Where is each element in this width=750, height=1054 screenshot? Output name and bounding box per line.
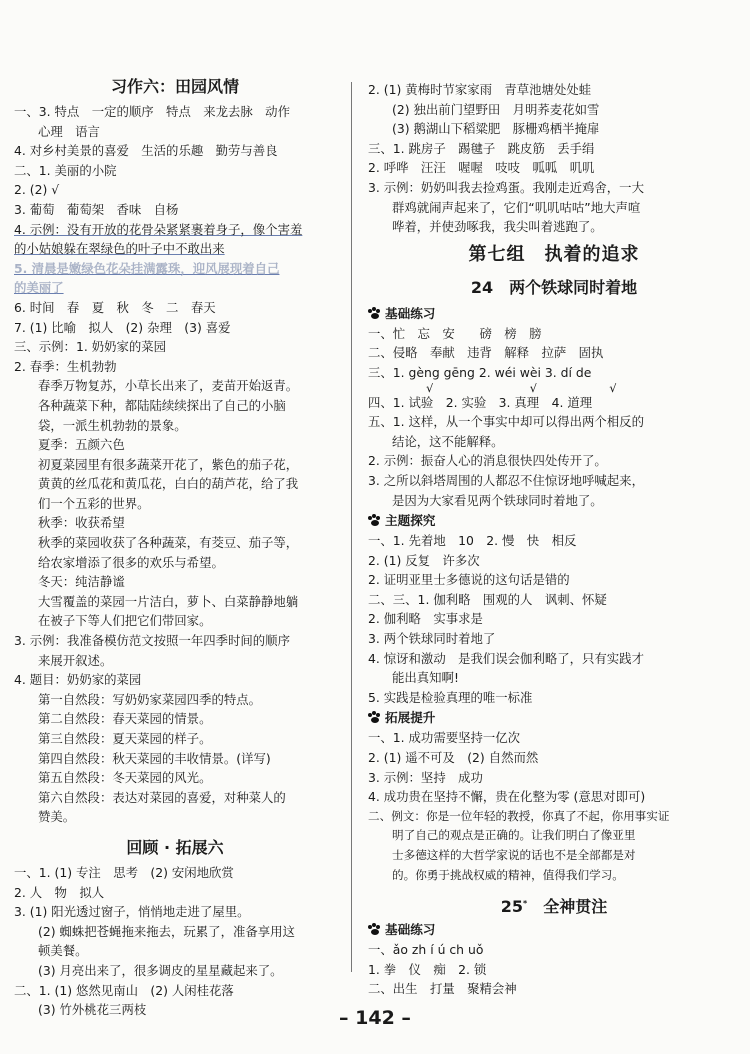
answer-line: (3) 鹅湖山下稻粱肥 豚栅鸡栖半掩扉 (392, 121, 600, 137)
answer-line: 群鸡就闹声起来了，它们“叽叽咕咕”地大声喧 (392, 199, 641, 215)
answer-line: (2) 独出前门望野田 月明荞麦花如雪 (392, 101, 600, 117)
section-heading-expand: 拓展提升 (368, 707, 740, 728)
answer-line: 2. 人 物 拟人 (14, 884, 105, 900)
answer-line: 冬天：纯洁静谧 (38, 574, 125, 590)
answer-line: 2. 呼哗 汪汪 喔喔 吱吱 呱呱 叽叽 (368, 160, 595, 176)
answer-line: 3. 之所以斜塔周围的人都忍不住惊讶地呼喊起来， (368, 472, 644, 488)
answer-line: 二、例文：你是一位年轻的教授，你真了不起，你用事实证 (368, 808, 670, 823)
answer-line: (3) 月亮出来了，很多调皮的星星藏起来了。 (38, 962, 283, 978)
answer-line: 1. 拳 仪 痴 2. 锁 (368, 961, 487, 977)
faded-answer-line: 5. 清晨是嫩绿色花朵挂满露珠，迎风展现着自己 (14, 260, 280, 276)
answer-line: 2. 春季：生机勃勃 (14, 358, 117, 374)
faded-answer-line: 的美丽了 (14, 280, 64, 296)
answer-line: 2. 示例：振奋人心的消息很快四处传开了。 (368, 453, 607, 469)
answer-line: (3) 竹外桃花三两枝 (38, 1002, 147, 1018)
answer-line: 心理 语言 (38, 123, 100, 139)
answer-line: 第四自然段：秋天菜园的丰收情景。(详写) (38, 750, 271, 766)
answer-line: 顿美餐。 (38, 943, 88, 959)
answer-line: 的。你勇于挑战权威的精神，值得我们学习。 (392, 867, 624, 882)
answer-line: 是因为大家看见两个铁球同时着地了。 (392, 492, 603, 508)
answer-line: 四、1. 试验 2. 实验 3. 真理 4. 道理 (368, 394, 593, 410)
paw-icon (368, 307, 382, 319)
answer-line: 3. (1) 阳光透过窗子，悄悄地走进了屋里。 (14, 904, 250, 920)
answer-line: 7. (1) 比喻 拟人 (2) 杂理 (3) 喜爱 (14, 319, 231, 335)
answer-line: 2. (2) √ (14, 182, 60, 198)
answer-line: 夏季：五颜六色 (38, 437, 125, 453)
answer-line: 第一自然段：写奶奶家菜园四季的特点。 (38, 691, 262, 707)
answer-line: 明了自己的观点是正确的。让我们明白了像亚里 (392, 828, 636, 843)
answer-line: 给农家增添了很多的欢乐与希望。 (38, 554, 224, 570)
answer-line: 二、三、1. 伽利略 围观的人 讽刺、怀疑 (368, 591, 607, 607)
answer-line: 士多德这样的大哲学家说的话也不是全部都是对 (392, 848, 636, 862)
answer-line: 二、出生 打量 聚精会神 (368, 981, 517, 997)
answer-line: 一、1. (1) 专注 思考 (2) 安闲地欣赏 (14, 864, 234, 880)
answer-line: 6. 时间 春 夏 秋 冬 二 春天 (14, 299, 216, 315)
answer-line: 2. (1) 遥不可及 (2) 自然而然 (368, 750, 539, 766)
section-heading-theme: 主题探究 (368, 510, 740, 531)
answer-line: 袋，一派生机勃勃的景象。 (38, 417, 187, 433)
answer-line: 第二自然段：春天菜园的情景。 (38, 711, 212, 727)
check-marks: √ √ √ (426, 382, 617, 393)
answer-line: 哗着，并使劲啄我，我尖叫着逃跑了。 (392, 219, 603, 235)
answer-line: 三、1. gèng gēng 2. wéi wèi 3. dí de (368, 364, 592, 380)
paw-icon (368, 711, 382, 723)
answer-line: 第三自然段：夏天菜园的样子。 (38, 731, 212, 746)
section-title-composition-6: 习作六：田园风情 (110, 77, 239, 96)
right-column (368, 80, 740, 999)
answer-line: 2. (1) 反复 许多次 (368, 552, 480, 568)
answer-line: 5. 实践是检验真理的唯一标准 (368, 689, 533, 705)
answer-line: 4. 对乡村美景的喜爱 生活的乐趣 勤劳与善良 (14, 143, 278, 159)
answer-line: 各种蔬菜下种，都陆陆续续探出了自己的小脑 (38, 397, 286, 413)
answer-line: 一、ǎo zh í ú ch uǒ (368, 942, 484, 958)
answer-line: 第六自然段：表达对菜园的喜爱，对种菜人的 (38, 789, 286, 805)
lesson-25-title: 25* 全神贯注 (500, 897, 608, 917)
answer-line: 二、1. 美丽的小院 (14, 162, 117, 178)
answer-line: 们一个五彩的世界。 (38, 495, 150, 511)
answer-line: 赞美。 (38, 809, 76, 825)
section-heading-basic-2: 基础练习 (368, 919, 740, 940)
answer-line: 三、示例：1. 奶奶家的菜园 (14, 339, 167, 355)
answer-line: 一、忙 忘 安 磅 榜 膀 (368, 325, 542, 341)
answer-line: 三、1. 跳房子 踢毽子 跳皮筋 丢手绢 (368, 140, 595, 156)
answer-line: 2. 证明亚里士多德说的这句话是错的 (368, 572, 570, 588)
answer-line: 3. 示例：坚持 成功 (368, 769, 483, 785)
answer-line: 来展开叙述。 (38, 652, 113, 668)
unit-title: 第七组 执着的追求 (468, 243, 640, 265)
answer-line: 3. 两个铁球同时着地了 (368, 631, 496, 647)
column-divider (351, 82, 352, 972)
section-heading-basic: 基础练习 (368, 303, 740, 324)
answer-line: 4. 成功贵在坚持不懈，贵在化整为零 (意思对即可) (368, 789, 646, 805)
answer-line: 能出真知啊! (392, 670, 459, 686)
answer-line: 4. 示例：没有开放的花骨朵紧紧裹着身子，像个害羞 (14, 221, 303, 237)
answer-line: 3. 示例：奶奶叫我去捡鸡蛋。我刚走近鸡舍，一大 (368, 179, 644, 195)
answer-line: 2. (1) 黄梅时节家家雨 青草池塘处处蛙 (368, 82, 592, 97)
answer-line: 二、1. (1) 悠然见南山 (2) 人闲桂花落 (14, 982, 234, 998)
answer-line: 3. 葡萄 葡萄架 香味 自杨 (14, 201, 179, 217)
page-number: – 142 – (339, 1007, 411, 1029)
answer-line: 一、1. 成功需要坚持一亿次 (368, 730, 521, 746)
answer-line: 秋季：收获希望 (38, 515, 125, 531)
answer-line: (2) 蜘蛛把苍蝇拖来拖去，玩累了，准备享用这 (38, 923, 295, 939)
answer-line: 一、3. 特点 一定的顺序 特点 来龙去脉 动作 (14, 104, 290, 119)
left-column (14, 72, 336, 1020)
answer-line: 五、1. 这样，从一个事实中却可以得出两个相反的 (368, 414, 644, 430)
answer-line: 初夏菜园里有很多蔬菜开花了，紫色的茄子花， (38, 456, 299, 472)
answer-line: 第五自然段：冬天菜园的风光。 (38, 770, 212, 786)
lesson-24-title: 24 两个铁球同时着地 (470, 277, 638, 297)
answer-line: 春季万物复苏，小草长出来了，麦苗开始返青。 (38, 378, 299, 394)
answer-line: 3. 示例：我准备模仿范文按照一年四季时间的顺序 (14, 633, 290, 649)
answer-line: 4. 惊讶和激动 是我们误会伽利略了，只有实践才 (368, 650, 644, 666)
paw-icon (368, 923, 382, 935)
section-title-review-6: 回顾 · 拓展六 (126, 837, 224, 857)
answer-line: 秋季的菜园收获了各种蔬菜，有茭豆、茄子等， (38, 535, 299, 551)
answer-line: 结论，这不能解释。 (392, 433, 504, 449)
answer-line: 二、侵略 奉献 违背 解释 拉萨 固执 (368, 345, 604, 361)
answer-line: 的小姑娘躲在翠绿色的叶子中不敢出来 (14, 241, 225, 257)
paw-icon (368, 514, 382, 526)
answer-line: 大雪覆盖的菜园一片洁白，萝卜、白菜静静地躺 (38, 593, 299, 609)
answer-line: 2. 伽利略 实事求是 (368, 611, 483, 627)
answer-line: 黄黄的丝瓜花和黄瓜花，白白的葫芦花，给了我 (38, 476, 299, 492)
answer-line: 4. 题目：奶奶家的菜园 (14, 672, 142, 688)
answer-line: 在被子下等人们把它们带回家。 (38, 613, 212, 629)
answer-line: 一、1. 先着地 10 2. 慢 快 相反 (368, 533, 577, 549)
